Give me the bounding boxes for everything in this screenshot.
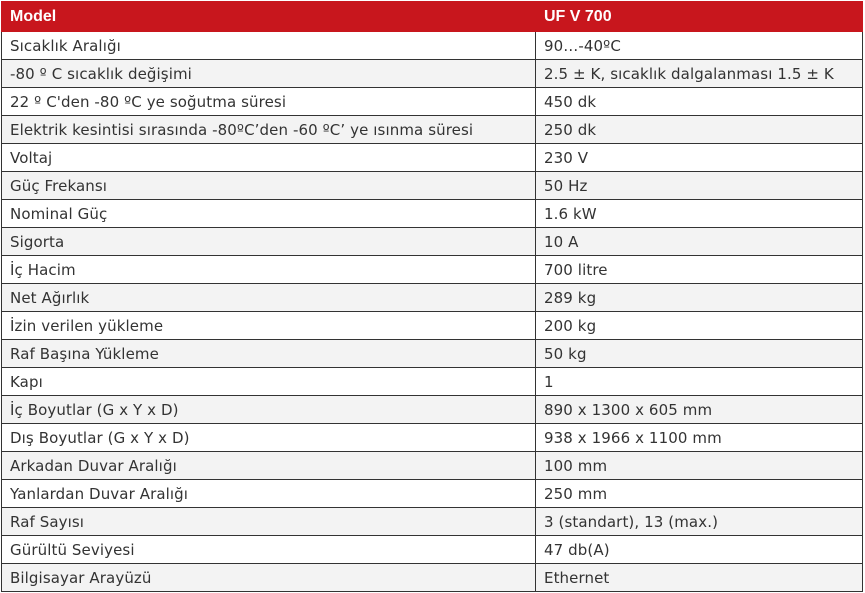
table-row	[2, 312, 863, 340]
table-row	[2, 424, 863, 452]
spec-value: 100 mm	[536, 452, 863, 480]
table-row	[2, 88, 863, 116]
spec-label: -80 º C sıcaklık değişimi	[2, 60, 536, 88]
table-row	[2, 508, 863, 536]
spec-label: İç Boyutlar (G x Y x D)	[2, 396, 536, 424]
spec-label: Voltaj	[2, 144, 536, 172]
spec-value: 10 A	[536, 228, 863, 256]
spec-value: 700 litre	[536, 256, 863, 284]
spec-label: Raf Sayısı	[2, 508, 536, 536]
table-row	[2, 340, 863, 368]
table-row	[2, 256, 863, 284]
table-row	[2, 144, 863, 172]
spec-label: Gürültü Seviyesi	[2, 536, 536, 564]
spec-value: 289 kg	[536, 284, 863, 312]
table-row	[2, 368, 863, 396]
spec-label: Sigorta	[2, 228, 536, 256]
table-row	[2, 200, 863, 228]
spec-value: 230 V	[536, 144, 863, 172]
table-row	[2, 116, 863, 144]
table-row	[2, 396, 863, 424]
table-row	[2, 536, 863, 564]
spec-value: 938 x 1966 x 1100 mm	[536, 424, 863, 452]
spec-value: 1.6 kW	[536, 200, 863, 228]
spec-value: 2.5 ± K, sıcaklık dalgalanması 1.5 ± K	[536, 60, 863, 88]
spec-label: 22 º C'den -80 ºC ye soğutma süresi	[2, 88, 536, 116]
table-body	[2, 32, 863, 592]
spec-value: Ethernet	[536, 564, 863, 592]
spec-label: İzin verilen yükleme	[2, 312, 536, 340]
spec-label: Kapı	[2, 368, 536, 396]
spec-label: Bilgisayar Arayüzü	[2, 564, 536, 592]
table-row	[2, 564, 863, 592]
table-row	[2, 284, 863, 312]
spec-value: 3 (standart), 13 (max.)	[536, 508, 863, 536]
spec-value: 200 kg	[536, 312, 863, 340]
header-product: UF V 700	[536, 2, 863, 32]
table-row	[2, 172, 863, 200]
table-row	[2, 32, 863, 60]
spec-value: 50 kg	[536, 340, 863, 368]
spec-value: 250 dk	[536, 116, 863, 144]
table-row	[2, 228, 863, 256]
spec-table	[1, 1, 863, 592]
spec-label: Nominal Güç	[2, 200, 536, 228]
spec-label: Net Ağırlık	[2, 284, 536, 312]
spec-label: Dış Boyutlar (G x Y x D)	[2, 424, 536, 452]
header-model: Model	[2, 2, 536, 32]
spec-label: Yanlardan Duvar Aralığı	[2, 480, 536, 508]
spec-value: 250 mm	[536, 480, 863, 508]
spec-value: 1	[536, 368, 863, 396]
table-row	[2, 480, 863, 508]
spec-label: Arkadan Duvar Aralığı	[2, 452, 536, 480]
spec-value: 50 Hz	[536, 172, 863, 200]
spec-label: Sıcaklık Aralığı	[2, 32, 536, 60]
spec-label: Elektrik kesintisi sırasında -80ºC’den -60 ºC’ ye ısınma süresi	[2, 116, 536, 144]
spec-label: İç Hacim	[2, 256, 536, 284]
table-header-row	[2, 2, 863, 32]
spec-label: Raf Başına Yükleme	[2, 340, 536, 368]
spec-label: Güç Frekansı	[2, 172, 536, 200]
spec-value: 890 x 1300 x 605 mm	[536, 396, 863, 424]
spec-value: 450 dk	[536, 88, 863, 116]
table-row	[2, 60, 863, 88]
spec-value: 47 db(A)	[536, 536, 863, 564]
spec-value: 90…-40ºC	[536, 32, 863, 60]
table-row	[2, 452, 863, 480]
